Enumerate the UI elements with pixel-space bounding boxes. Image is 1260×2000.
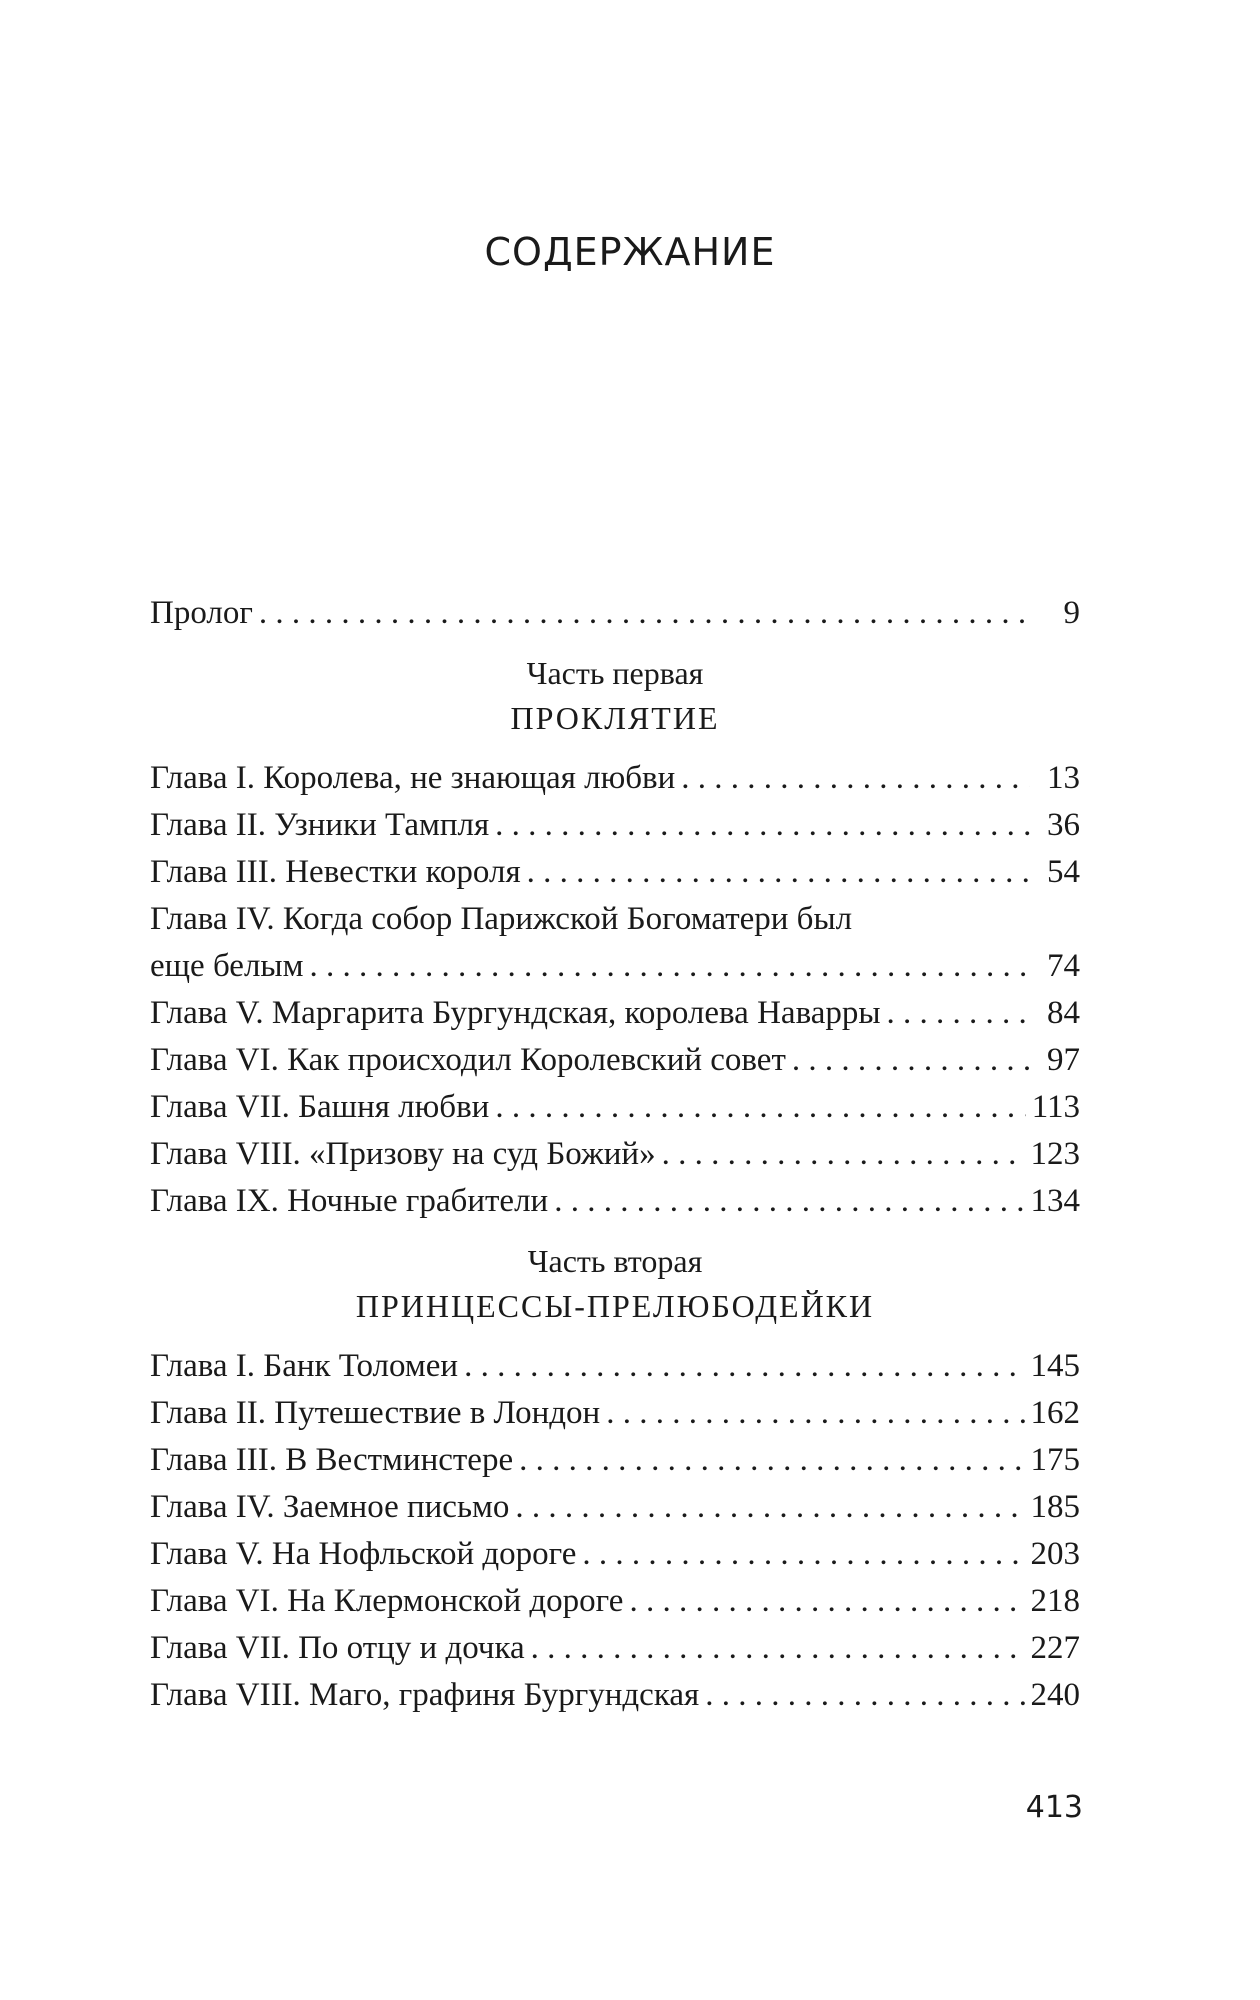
- part-name: Часть вторая: [527, 1243, 703, 1279]
- toc-entry-label: Глава VI. На Клермонской дороге: [150, 1583, 624, 1619]
- toc-entry[interactable]: [150, 1437, 1080, 1484]
- part-heading-2: [150, 1239, 1080, 1329]
- toc-entry-page: 54: [1047, 854, 1080, 890]
- toc-entry[interactable]: [150, 755, 1080, 802]
- toc-entry-page: 134: [1030, 1183, 1080, 1219]
- dot-leader: [582, 1531, 1024, 1578]
- toc-entry-label: Глава II. Путешествие в Лондон: [150, 1395, 601, 1431]
- toc-entry-label: Глава VIII. Маго, графиня Бургундская: [150, 1677, 700, 1713]
- toc-entry-line2[interactable]: [150, 943, 1080, 990]
- toc-entry[interactable]: [150, 1084, 1080, 1131]
- toc-entry-page: 9: [1063, 595, 1080, 631]
- toc-entry-label: Глава VIII. «Призову на суд Божий»: [150, 1136, 656, 1172]
- toc-entry[interactable]: [150, 1390, 1080, 1437]
- dot-leader: [495, 1084, 1025, 1131]
- toc-entry-label: Глава V. Маргарита Бургундская, королева Наварры: [150, 995, 881, 1031]
- toc-entry[interactable]: [150, 990, 1080, 1037]
- dot-leader: [681, 755, 1030, 802]
- toc-entry[interactable]: [150, 1672, 1080, 1719]
- toc-entry-label: Глава I. Банк Толомеи: [150, 1348, 459, 1384]
- dot-leader: [792, 1037, 1030, 1084]
- toc-entry-label: Глава I. Королева, не знающая любви: [150, 760, 676, 796]
- part-name: Часть первая: [526, 655, 704, 691]
- dot-leader: [527, 849, 1030, 896]
- toc-entry[interactable]: [150, 1343, 1080, 1390]
- toc-entry-page: 74: [1047, 948, 1080, 984]
- toc-entry-line1[interactable]: [150, 896, 1080, 943]
- toc-entry[interactable]: [150, 1484, 1080, 1531]
- toc-entry-label: Глава IV. Заемное письмо: [150, 1489, 510, 1525]
- toc-entry[interactable]: [150, 1178, 1080, 1225]
- toc-entry-page: 203: [1030, 1536, 1080, 1572]
- toc-entry-page: 13: [1047, 760, 1080, 796]
- toc-entry-label: Глава VII. По отцу и дочка: [150, 1630, 525, 1666]
- toc-entry[interactable]: [150, 849, 1080, 896]
- dot-leader: [887, 990, 1030, 1037]
- toc-entry[interactable]: [150, 1625, 1080, 1672]
- toc-entry-page: 97: [1047, 1042, 1080, 1078]
- toc-entry-label: Глава V. На Нофльской дороге: [150, 1536, 577, 1572]
- dot-leader: [309, 943, 1030, 990]
- dot-leader: [662, 1131, 1025, 1178]
- part-heading-1: [150, 651, 1080, 741]
- toc-entry-label-continued: еще белым: [150, 948, 304, 984]
- toc-entry-label: Глава III. В Вестминстере: [150, 1442, 514, 1478]
- toc-entry-label: Пролог: [150, 595, 253, 631]
- page-number: 413: [1025, 1790, 1083, 1825]
- toc-entry-label: Глава III. Невестки короля: [150, 854, 521, 890]
- toc-entry-page: 145: [1030, 1348, 1080, 1384]
- dot-leader: [515, 1484, 1024, 1531]
- toc-entry-label: Глава II. Узники Тампля: [150, 807, 490, 843]
- page-title: СОДЕРЖАНИЕ: [484, 230, 776, 275]
- dot-leader: [531, 1625, 1025, 1672]
- toc-entry-page: 162: [1030, 1395, 1080, 1431]
- toc-entry-page: 113: [1031, 1089, 1080, 1125]
- toc-entry[interactable]: [150, 1131, 1080, 1178]
- toc-entry-page: 84: [1047, 995, 1080, 1031]
- toc-entry[interactable]: [150, 1578, 1080, 1625]
- toc-entry-page: 123: [1030, 1136, 1080, 1172]
- toc-entry-page: 227: [1030, 1630, 1080, 1666]
- toc-entry-page: 36: [1047, 807, 1080, 843]
- dot-leader: [259, 590, 1030, 637]
- toc-entry-label: Глава VI. Как происходил Королевский совет: [150, 1042, 786, 1078]
- toc-entry-label: Глава IX. Ночные грабители: [150, 1183, 549, 1219]
- toc-entry-page: 240: [1030, 1677, 1080, 1713]
- dot-leader: [606, 1390, 1024, 1437]
- dot-leader: [705, 1672, 1024, 1719]
- toc-entry-label: Глава IV. Когда собор Парижской Богоматери был: [150, 901, 853, 937]
- toc-entry-label: Глава VII. Башня любви: [150, 1089, 490, 1125]
- toc-entry[interactable]: [150, 1037, 1080, 1084]
- part-title: ПРИНЦЕССЫ-ПРЕЛЮБОДЕЙКИ: [355, 1288, 875, 1324]
- table-of-contents: [150, 590, 1080, 1719]
- dot-leader: [464, 1343, 1024, 1390]
- toc-entry-page: 218: [1030, 1583, 1080, 1619]
- dot-leader: [554, 1178, 1024, 1225]
- toc-entry-page: 175: [1030, 1442, 1080, 1478]
- toc-entry[interactable]: [150, 1531, 1080, 1578]
- dot-leader: [519, 1437, 1024, 1484]
- part-title: ПРОКЛЯТИЕ: [510, 700, 720, 736]
- toc-entry-prologue[interactable]: [150, 590, 1080, 637]
- toc-entry[interactable]: [150, 802, 1080, 849]
- dot-leader: [629, 1578, 1024, 1625]
- toc-entry-page: 185: [1030, 1489, 1080, 1525]
- dot-leader: [495, 802, 1030, 849]
